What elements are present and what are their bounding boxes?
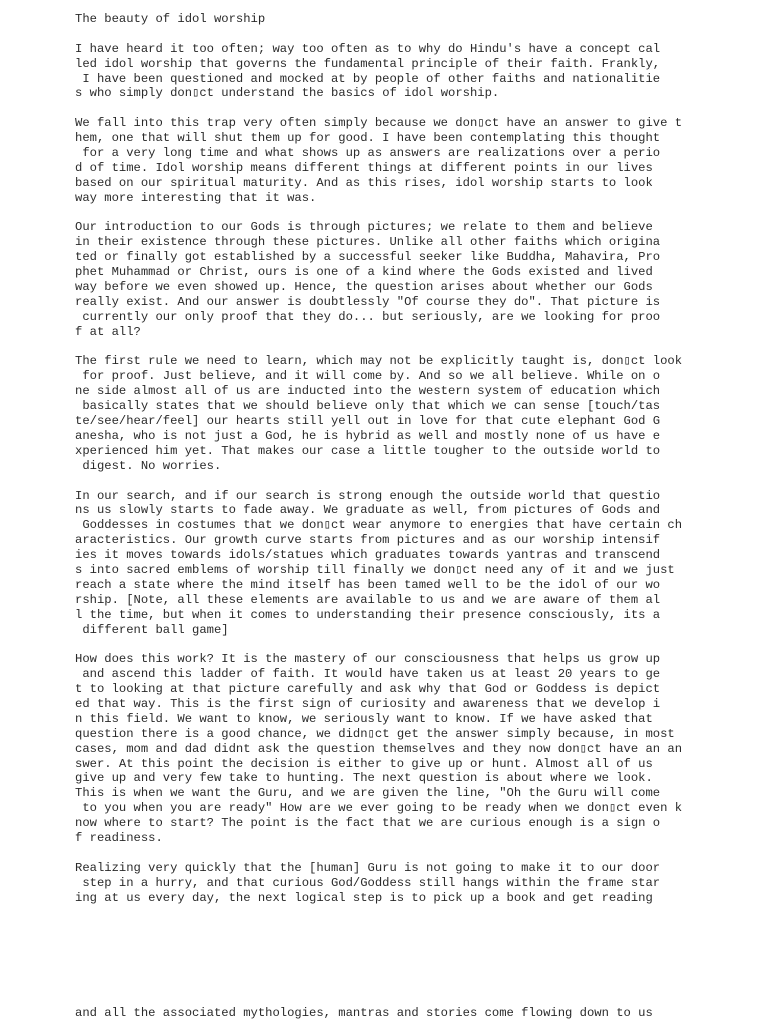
text-line: now where to start? The point is the fact that we are curious enough is a sign o — [75, 816, 661, 831]
text-line: n this field. We want to know, we seriously want to know. If we have asked that — [75, 711, 653, 726]
text-line: step in a hurry, and that curious God/Goddess still hangs within the frame star — [75, 875, 661, 890]
text-line: aracteristics. Our growth curve starts from pictures and as our worship intensif — [75, 533, 661, 548]
text-line: l the time, but when it comes to understanding their presence consciously, its a — [75, 607, 661, 622]
text-line: ted or finally got established by a successful seeker like Buddha, Mahavira, Pro — [75, 250, 661, 265]
paragraph — [75, 220, 755, 339]
text-line: te/see/hear/feel] our hearts still yell out in love for that cute elephant God G — [75, 414, 661, 429]
text-line: hem, one that will shut them up for good. I have been contemplating this thought — [75, 131, 661, 146]
paragraph-spacer — [75, 206, 755, 221]
text-line: s into sacred emblems of worship till finally we don▯ct need any of it and we just — [75, 562, 675, 577]
paragraph-spacer — [75, 474, 755, 489]
text-line: In our search, and if our search is strong enough the outside world that questio — [75, 488, 661, 503]
text-line: f readiness. — [75, 830, 163, 845]
text-line: basically states that we should believe only that which we can sense [touch/tas — [75, 399, 661, 414]
text-line: way before we even showed up. Hence, the question arises about whether our Gods — [75, 280, 653, 295]
paragraph — [75, 354, 755, 473]
text-line: really exist. And our answer is doubtlessly "Of course they do". That picture is — [75, 294, 661, 309]
text-line: This is when we want the Guru, and we are given the line, "Oh the Guru will come — [75, 786, 661, 801]
text-line: Our introduction to our Gods is through pictures; we relate to them and believe — [75, 220, 653, 235]
text-line: different ball game] — [75, 622, 229, 637]
paragraph — [75, 489, 755, 638]
paragraph-spacer — [75, 637, 755, 652]
text-line: phet Muhammad or Christ, ours is one of a kind where the Gods existed and lived — [75, 265, 653, 280]
text-line: way more interesting that it was. — [75, 190, 317, 205]
paragraph — [75, 652, 755, 846]
text-line: d of time. Idol worship means different things at different points in our lives — [75, 160, 653, 175]
text-line: led idol worship that governs the fundamental principle of their faith. Frankly, — [75, 56, 661, 71]
text-line: give up and very few take to hunting. The next question is about where we look. — [75, 771, 653, 786]
text-line: based on our spiritual maturity. And as this rises, idol worship starts to look — [75, 175, 653, 190]
paragraph-spacer — [75, 27, 755, 42]
text-line: digest. No worries. — [75, 458, 222, 473]
trailing-line: and all the associated mythologies, mantras and stories come flowing down to us — [75, 1006, 653, 1020]
text-line: f at all? — [75, 324, 141, 339]
text-line: I have heard it too often; way too often as to why do Hindu's have a concept cal — [75, 41, 661, 56]
text-line: Realizing very quickly that the [human] Guru is not going to make it to our door — [75, 860, 661, 875]
text-line: ne side almost all of us are inducted into the western system of education which — [75, 384, 661, 399]
text-line: ns us slowly starts to fade away. We graduate as well, from pictures of Gods and — [75, 503, 661, 518]
text-line: and ascend this ladder of faith. It would have taken us at least 20 years to ge — [75, 667, 661, 682]
paragraph-list — [75, 27, 755, 906]
document-body — [75, 12, 755, 905]
text-line: question there is a good chance, we didn▯ct get the answer simply because, in most — [75, 726, 675, 741]
text-line: I have been questioned and mocked at by people of other faiths and nationalitie — [75, 71, 661, 86]
paragraph-spacer — [75, 846, 755, 861]
paragraph-spacer — [75, 101, 755, 116]
text-line: rship. [Note, all these elements are available to us and we are aware of them al — [75, 592, 661, 607]
text-line: Goddesses in costumes that we don▯ct wear anymore to energies that have certain ch — [75, 518, 683, 533]
text-line: in their existence through these pictures. Unlike all other faiths which origina — [75, 235, 661, 250]
text-line: s who simply don▯ct understand the basics of idol worship. — [75, 86, 500, 101]
text-line: How does this work? It is the mastery of our consciousness that helps us grow up — [75, 652, 661, 667]
paragraph — [75, 42, 755, 102]
text-line: ing at us every day, the next logical step is to pick up a book and get reading — [75, 890, 653, 905]
text-line: xperienced him yet. That makes our case a little tougher to the outside world to — [75, 443, 661, 458]
text-line: currently our only proof that they do... but seriously, are we looking for proo — [75, 309, 661, 324]
text-line: We fall into this trap very often simply because we don▯ct have an answer to give t — [75, 116, 683, 131]
text-line: to you when you are ready" How are we ever going to be ready when we don▯ct even k — [75, 801, 683, 816]
text-line: t to looking at that picture carefully and ask why that God or Goddess is depict — [75, 682, 661, 697]
text-line: for proof. Just believe, and it will come by. And so we all believe. While on o — [75, 369, 661, 384]
text-line: The first rule we need to learn, which may not be explicitly taught is, don▯ct look — [75, 354, 683, 369]
text-line: reach a state where the mind itself has been tamed well to be the idol of our wo — [75, 577, 661, 592]
paragraph — [75, 116, 755, 205]
text-line: ies it moves towards idols/statues which graduates towards yantras and transcend — [75, 548, 661, 563]
text-line: for a very long time and what shows up as answers are realizations over a perio — [75, 146, 661, 161]
text-line: cases, mom and dad didnt ask the question themselves and they now don▯ct have an an — [75, 741, 683, 756]
paragraph-spacer — [75, 340, 755, 355]
paragraph — [75, 861, 755, 906]
text-line: anesha, who is not just a God, he is hybrid as well and mostly none of us have e — [75, 428, 661, 443]
document-title: The beauty of idol worship — [75, 12, 266, 26]
text-line: swer. At this point the decision is either to give up or hunt. Almost all of us — [75, 756, 653, 771]
text-line: ed that way. This is the first sign of curiosity and awareness that we develop i — [75, 696, 661, 711]
